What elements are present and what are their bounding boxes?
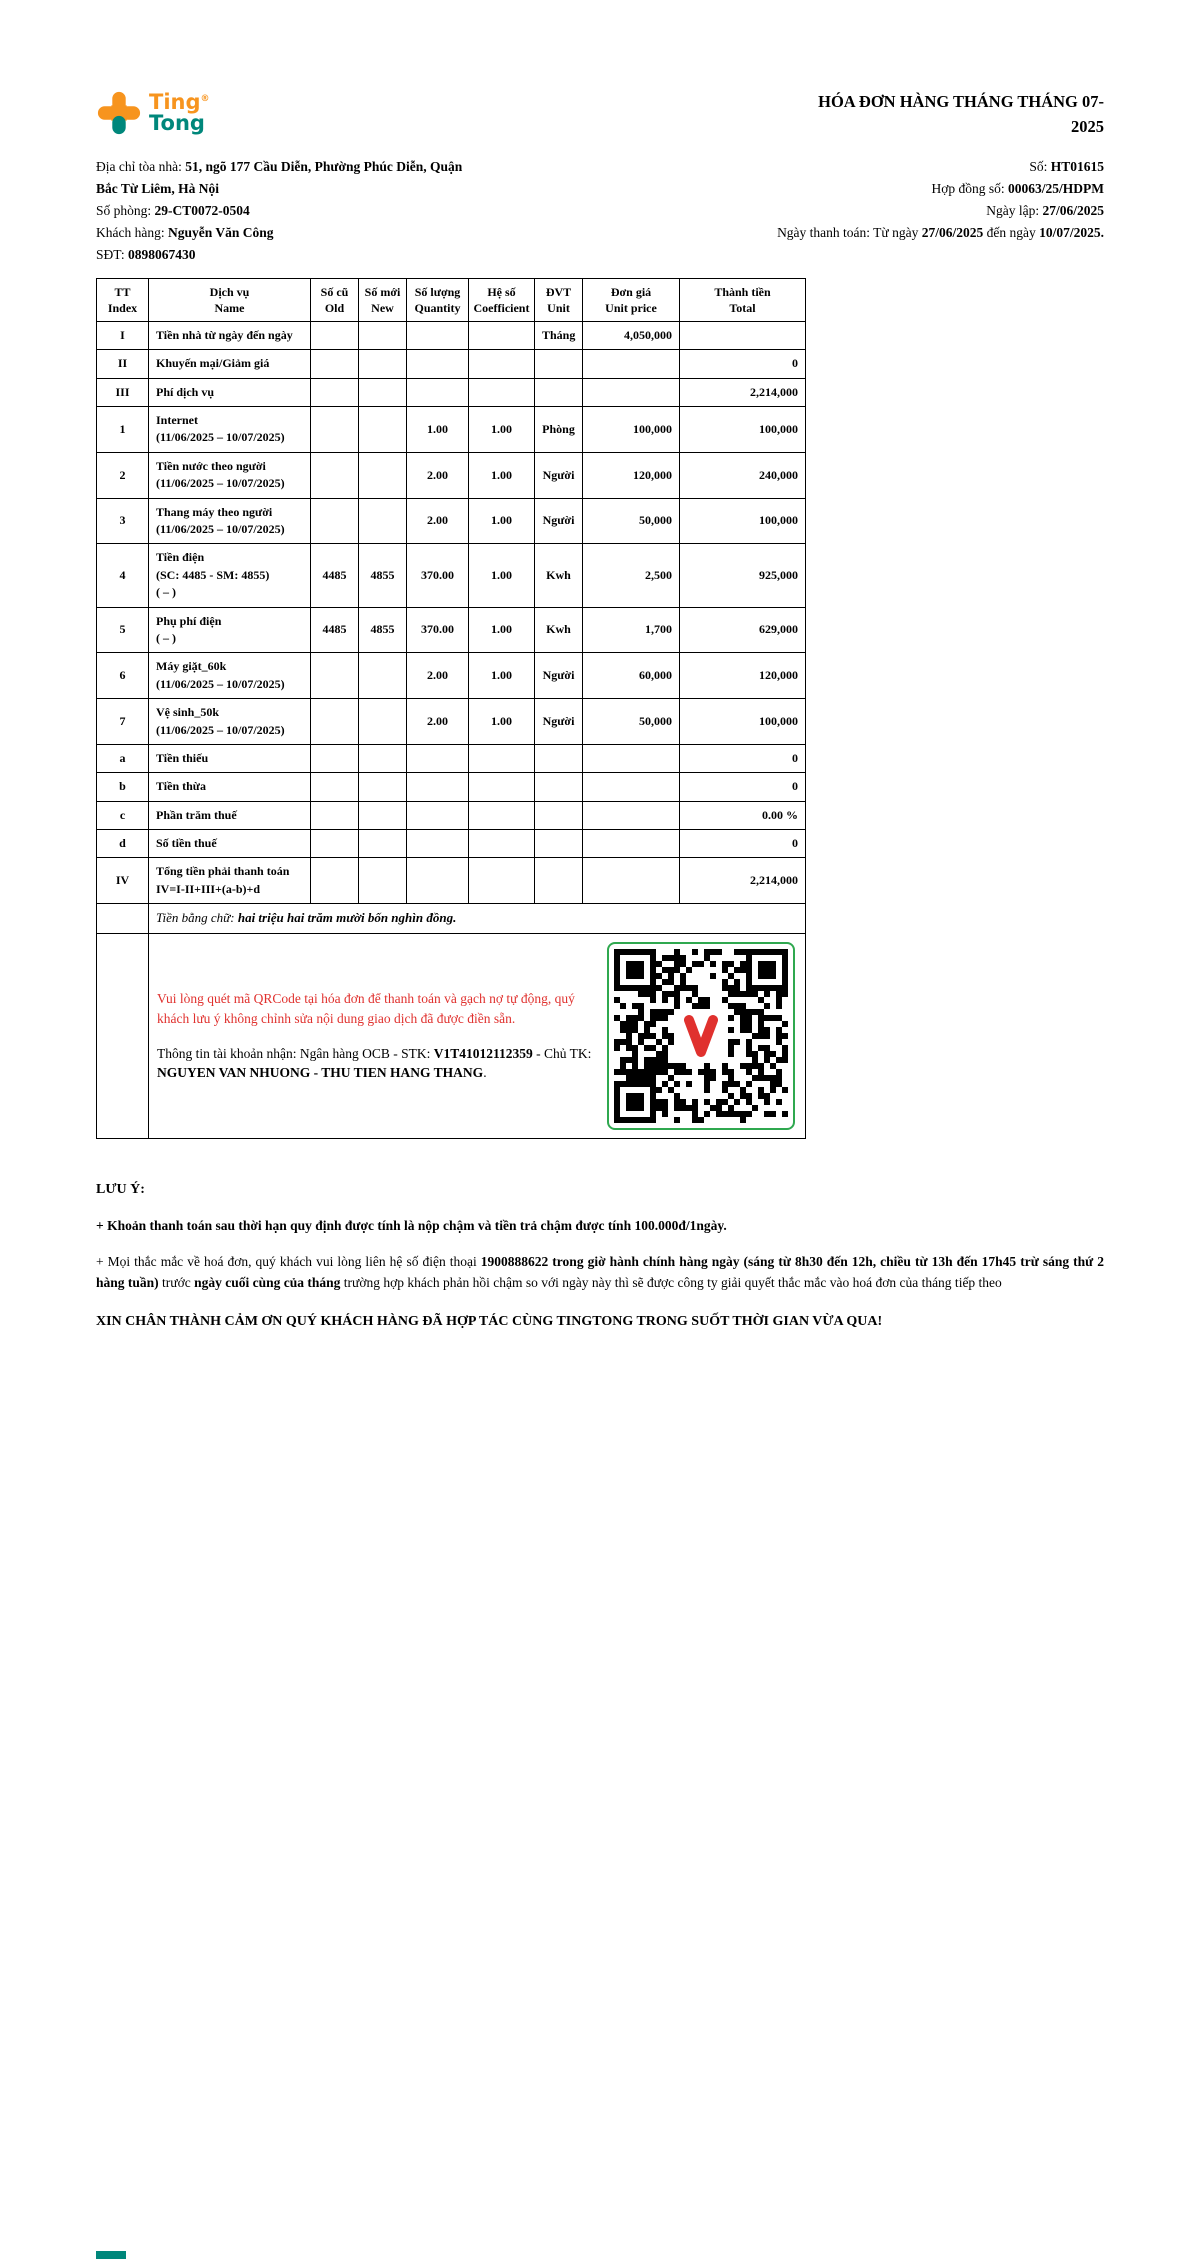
table-row: [97, 544, 806, 607]
table-cell: 1.00: [407, 407, 469, 453]
info-row: [96, 200, 1104, 222]
table-cell: [311, 378, 359, 406]
table-cell: [311, 452, 359, 498]
table-cell: Vệ sinh_50k (11/06/2025 – 10/07/2025): [149, 699, 311, 745]
table-cell: 2.00: [407, 498, 469, 544]
text-segment: 29-CT0072-0504: [154, 202, 250, 218]
table-cell: Tiền nhà từ ngày đến ngày: [149, 321, 311, 349]
table-cell: 120,000: [583, 452, 680, 498]
qr-section: [149, 934, 806, 1139]
table-cell: [311, 321, 359, 349]
header: [96, 90, 1104, 140]
table-cell: III: [97, 378, 149, 406]
table-cell: [469, 378, 535, 406]
text-segment: NGUYEN VAN NHUONG - THU TIEN HANG THANG: [157, 1065, 484, 1081]
table-cell: [359, 653, 407, 699]
table-cell: [535, 378, 583, 406]
table-cell: 4485: [311, 544, 359, 607]
text-segment: hai triệu hai trăm mười bốn nghìn đồng.: [237, 910, 457, 926]
text-segment: 1900888622 trong giờ hành chính hàng ngày (sáng từ 8h30 đến 12h, chiều từ 13h đến 17h45 trừ sáng thứ 2 hàng tuần): [96, 1253, 1105, 1290]
table-cell: [311, 801, 359, 829]
table-cell: [97, 904, 149, 934]
table-cell: 50,000: [583, 699, 680, 745]
text-segment: HT01615: [1050, 158, 1104, 174]
table-cell: 925,000: [680, 544, 806, 607]
table-cell: 7: [97, 699, 149, 745]
table-cell: Kwh: [535, 607, 583, 653]
invoice-table: [96, 278, 806, 1140]
table-cell: [535, 830, 583, 858]
footer-decoration: [96, 2251, 126, 2259]
table-cell: 60,000: [583, 653, 680, 699]
table-cell: [311, 830, 359, 858]
table-cell: [359, 773, 407, 801]
table-cell: [469, 801, 535, 829]
table-cell: Phí dịch vụ: [149, 378, 311, 406]
table-cell: Phòng: [535, 407, 583, 453]
column-header: Số lượng Quantity: [407, 278, 469, 321]
table-cell: [407, 773, 469, 801]
text-segment: 0898067430: [127, 246, 196, 262]
table-cell: [535, 744, 583, 772]
table-cell: d: [97, 830, 149, 858]
table-cell: Tháng: [535, 321, 583, 349]
table-cell: [359, 830, 407, 858]
table-cell: 100,000: [680, 699, 806, 745]
text-segment: .: [483, 1065, 487, 1081]
table-cell: [311, 773, 359, 801]
table-cell: [311, 653, 359, 699]
text-segment: trước: [158, 1274, 195, 1290]
table-row: [97, 350, 806, 378]
text-segment: V1T41012112359: [433, 1045, 533, 1061]
qr-code-frame: [607, 942, 795, 1130]
building-address-line1: [96, 156, 462, 178]
table-cell: I: [97, 321, 149, 349]
text-segment: 27/06/2025: [921, 224, 984, 240]
logo-ting: Ting: [149, 89, 201, 114]
table-cell: 4485: [311, 607, 359, 653]
table-cell: Người: [535, 653, 583, 699]
table-row: [97, 607, 806, 653]
table-cell: 1: [97, 407, 149, 453]
table-row: [97, 773, 806, 801]
invoice-title-line2: 2025: [1071, 116, 1104, 136]
table-cell: Thang máy theo người (11/06/2025 – 10/07/2025): [149, 498, 311, 544]
table-cell: Số tiền thuế: [149, 830, 311, 858]
table-cell: [359, 498, 407, 544]
payment-period: [777, 222, 1104, 244]
text-segment: Bắc Từ Liêm, Hà Nội: [96, 180, 219, 196]
table-cell: [535, 858, 583, 904]
column-header: ĐVT Unit: [535, 278, 583, 321]
table-cell: 1.00: [469, 653, 535, 699]
table-cell: a: [97, 744, 149, 772]
info-row: [96, 156, 1104, 178]
table-cell: 1.00: [469, 498, 535, 544]
text-segment: 10/07/2025.: [1039, 224, 1104, 240]
table-cell: 1,700: [583, 607, 680, 653]
table-cell: Internet (11/06/2025 – 10/07/2025): [149, 407, 311, 453]
table-cell: 0: [680, 744, 806, 772]
table-cell: [407, 858, 469, 904]
room-number: [96, 200, 250, 222]
table-cell: 4: [97, 544, 149, 607]
table-cell: [469, 744, 535, 772]
table-cell: 0: [680, 830, 806, 858]
text-segment: Nguyễn Văn Công: [167, 224, 274, 240]
table-cell: 0: [680, 773, 806, 801]
table-cell: [583, 801, 680, 829]
info-row: [96, 244, 1104, 266]
table-cell: [407, 801, 469, 829]
table-cell: [583, 830, 680, 858]
table-cell: Người: [535, 452, 583, 498]
table-cell: 2.00: [407, 699, 469, 745]
table-row: [97, 407, 806, 453]
table-row: [97, 378, 806, 406]
table-cell: [311, 407, 359, 453]
table-cell: 1.00: [469, 699, 535, 745]
table-cell: [359, 321, 407, 349]
table-cell: [407, 744, 469, 772]
text-segment: Thông tin tài khoản nhận: Ngân hàng OCB - STK:: [157, 1045, 434, 1061]
table-cell: 0: [680, 350, 806, 378]
notes-section: [96, 1179, 1104, 1332]
table-cell: Khuyến mại/Giảm giá: [149, 350, 311, 378]
text-segment: Hợp đồng số:: [931, 180, 1008, 196]
text-segment: Ngày thanh toán: Từ ngày: [777, 224, 922, 240]
table-cell: [583, 858, 680, 904]
table-cell: 5: [97, 607, 149, 653]
invoice-number: [1029, 156, 1104, 178]
table-cell: [583, 378, 680, 406]
hotline-note: [96, 1252, 1104, 1294]
table-row: [97, 699, 806, 745]
table-cell: [469, 773, 535, 801]
table-cell: [583, 744, 680, 772]
text-segment: - Chủ TK:: [532, 1045, 592, 1061]
table-cell: 2.00: [407, 653, 469, 699]
table-cell: 100,000: [583, 407, 680, 453]
table-cell: Tổng tiền phải thanh toán IV=I-II+III+(a-b)+d: [149, 858, 311, 904]
issue-date: [986, 200, 1104, 222]
table-cell: [469, 858, 535, 904]
table-cell: [407, 378, 469, 406]
table-row: [97, 801, 806, 829]
table-cell: 2,500: [583, 544, 680, 607]
column-header: Số mới New: [359, 278, 407, 321]
invoice-title: [818, 90, 1104, 140]
invoice-table-head-row: [97, 278, 806, 321]
info-row: [96, 222, 1104, 244]
table-row: [97, 452, 806, 498]
contract-number: [931, 178, 1104, 200]
table-cell: 120,000: [680, 653, 806, 699]
table-cell: [680, 321, 806, 349]
table-cell: [359, 378, 407, 406]
table-cell: 2.00: [407, 452, 469, 498]
tingtong-logo: [96, 90, 210, 136]
table-cell: 0.00 %: [680, 801, 806, 829]
table-cell: Phần trăm thuế: [149, 801, 311, 829]
text-segment: Khách hàng:: [96, 224, 168, 240]
table-cell: [311, 350, 359, 378]
table-cell: Tiền điện (SC: 4485 - SM: 4855) ( – ): [149, 544, 311, 607]
table-cell: 1.00: [469, 452, 535, 498]
text-segment: Địa chỉ tòa nhà:: [96, 158, 186, 174]
table-cell: 1.00: [469, 407, 535, 453]
tingtong-logo-icon: [96, 90, 142, 136]
text-segment: Ngày lập:: [986, 202, 1043, 218]
text-segment: Tiền bằng chữ:: [156, 910, 238, 926]
table-row: [97, 653, 806, 699]
table-cell: IV: [97, 858, 149, 904]
table-cell: [583, 773, 680, 801]
column-header: TT Index: [97, 278, 149, 321]
column-header: Số cũ Old: [311, 278, 359, 321]
text-segment: 00063/25/HDPM: [1008, 180, 1104, 196]
table-cell: [359, 858, 407, 904]
table-cell: 100,000: [680, 407, 806, 453]
late-payment-note: [96, 1216, 1104, 1237]
text-segment: + Mọi thắc mắc về hoá đơn, quý khách vui lòng liên hệ số điện thoại: [96, 1253, 481, 1269]
table-cell: 6: [97, 653, 149, 699]
table-cell: Tiền thừa: [149, 773, 311, 801]
table-cell: II: [97, 350, 149, 378]
column-header: Hệ số Coefficient: [469, 278, 535, 321]
amount-in-words: [149, 904, 806, 934]
table-cell: 4,050,000: [583, 321, 680, 349]
table-cell: Người: [535, 699, 583, 745]
table-cell: Máy giặt_60k (11/06/2025 – 10/07/2025): [149, 653, 311, 699]
amount-in-words-row: [97, 904, 806, 934]
table-cell: 3: [97, 498, 149, 544]
text-segment: đến ngày: [983, 224, 1040, 240]
column-header: Dịch vụ Name: [149, 278, 311, 321]
text-segment: 27/06/2025: [1042, 202, 1104, 218]
qr-row: [97, 934, 806, 1139]
bank-account-info: [157, 1044, 605, 1083]
table-cell: [407, 350, 469, 378]
customer-name: [96, 222, 274, 244]
table-cell: 629,000: [680, 607, 806, 653]
table-cell: [469, 321, 535, 349]
table-cell: [97, 934, 149, 1139]
text-segment: Số phòng:: [96, 202, 155, 218]
notes-heading: LƯU Ý:: [96, 1182, 145, 1198]
table-cell: [359, 699, 407, 745]
building-address-line2: [96, 178, 219, 200]
table-cell: [359, 407, 407, 453]
info-row: [96, 178, 1104, 200]
text-segment: ngày cuối cùng của tháng: [194, 1274, 341, 1290]
table-cell: [311, 498, 359, 544]
phone-number: [96, 244, 195, 266]
table-row: [97, 830, 806, 858]
table-cell: [311, 699, 359, 745]
table-cell: [583, 350, 680, 378]
table-cell: [535, 773, 583, 801]
qr-text-block: [157, 989, 605, 1082]
table-cell: 2: [97, 452, 149, 498]
table-cell: c: [97, 801, 149, 829]
table-cell: Tiền nước theo người (11/06/2025 – 10/07/2025): [149, 452, 311, 498]
table-cell: Người: [535, 498, 583, 544]
table-cell: [407, 830, 469, 858]
table-cell: 2,214,000: [680, 378, 806, 406]
table-cell: [359, 801, 407, 829]
invoice-table-body: [97, 321, 806, 903]
text-segment: Số:: [1029, 158, 1051, 174]
text-segment: + Khoản thanh toán sau thời hạn quy định được tính là nộp chậm và tiền trả chậm được tính 100.000đ/1ngày.: [96, 1217, 727, 1233]
table-cell: b: [97, 773, 149, 801]
table-cell: 2,214,000: [680, 858, 806, 904]
table-cell: 1.00: [469, 544, 535, 607]
table-row: [97, 321, 806, 349]
table-cell: [407, 321, 469, 349]
table-cell: 4855: [359, 544, 407, 607]
table-cell: 370.00: [407, 607, 469, 653]
text-segment: trường hợp khách phản hồi chậm so với ngày này thì sẽ được công ty giải quyết thắc mắc vào hoá đơn của tháng tiếp theo: [340, 1274, 1002, 1290]
thank-you-note: XIN CHÂN THÀNH CẢM ƠN QUÝ KHÁCH HÀNG ĐÃ HỢP TÁC CÙNG TINGTONG TRONG SUỐT THỜI GIAN VỪA QUA!: [96, 1313, 883, 1329]
table-cell: [469, 350, 535, 378]
table-cell: 370.00: [407, 544, 469, 607]
table-cell: [359, 452, 407, 498]
logo-tong: Tong: [149, 111, 205, 135]
text-segment: Vui lòng quét mã QRCode tại hóa đơn để thanh toán và gạch nợ tự động, quý khách lưu ý không chỉnh sửa nội dung giao dịch đã được điền sẵn.: [157, 991, 575, 1027]
table-cell: Tiền thiếu: [149, 744, 311, 772]
logo-wordmark: [149, 89, 210, 135]
table-cell: Phụ phí điện ( – ): [149, 607, 311, 653]
text-segment: SĐT:: [96, 246, 128, 262]
table-cell: [469, 830, 535, 858]
logo-reg-mark: ®: [200, 93, 210, 104]
qr-payment-note: [157, 989, 605, 1028]
table-row: [97, 744, 806, 772]
table-cell: 1.00: [469, 607, 535, 653]
invoice-info: [96, 156, 1104, 266]
table-cell: [535, 801, 583, 829]
qr-code: [614, 949, 788, 1123]
column-header: Thành tiền Total: [680, 278, 806, 321]
column-header: Đơn giá Unit price: [583, 278, 680, 321]
table-cell: 50,000: [583, 498, 680, 544]
table-cell: [535, 350, 583, 378]
text-segment: 51, ngõ 177 Cầu Diễn, Phường Phúc Diễn, Quận: [185, 158, 463, 174]
table-cell: 240,000: [680, 452, 806, 498]
table-cell: [311, 858, 359, 904]
table-row: [97, 498, 806, 544]
table-cell: [311, 744, 359, 772]
table-cell: [359, 744, 407, 772]
table-cell: 100,000: [680, 498, 806, 544]
invoice-title-line1: HÓA ĐƠN HÀNG THÁNG THÁNG 07-: [818, 92, 1104, 111]
table-row: [97, 858, 806, 904]
table-cell: [359, 350, 407, 378]
table-cell: 4855: [359, 607, 407, 653]
table-cell: Kwh: [535, 544, 583, 607]
